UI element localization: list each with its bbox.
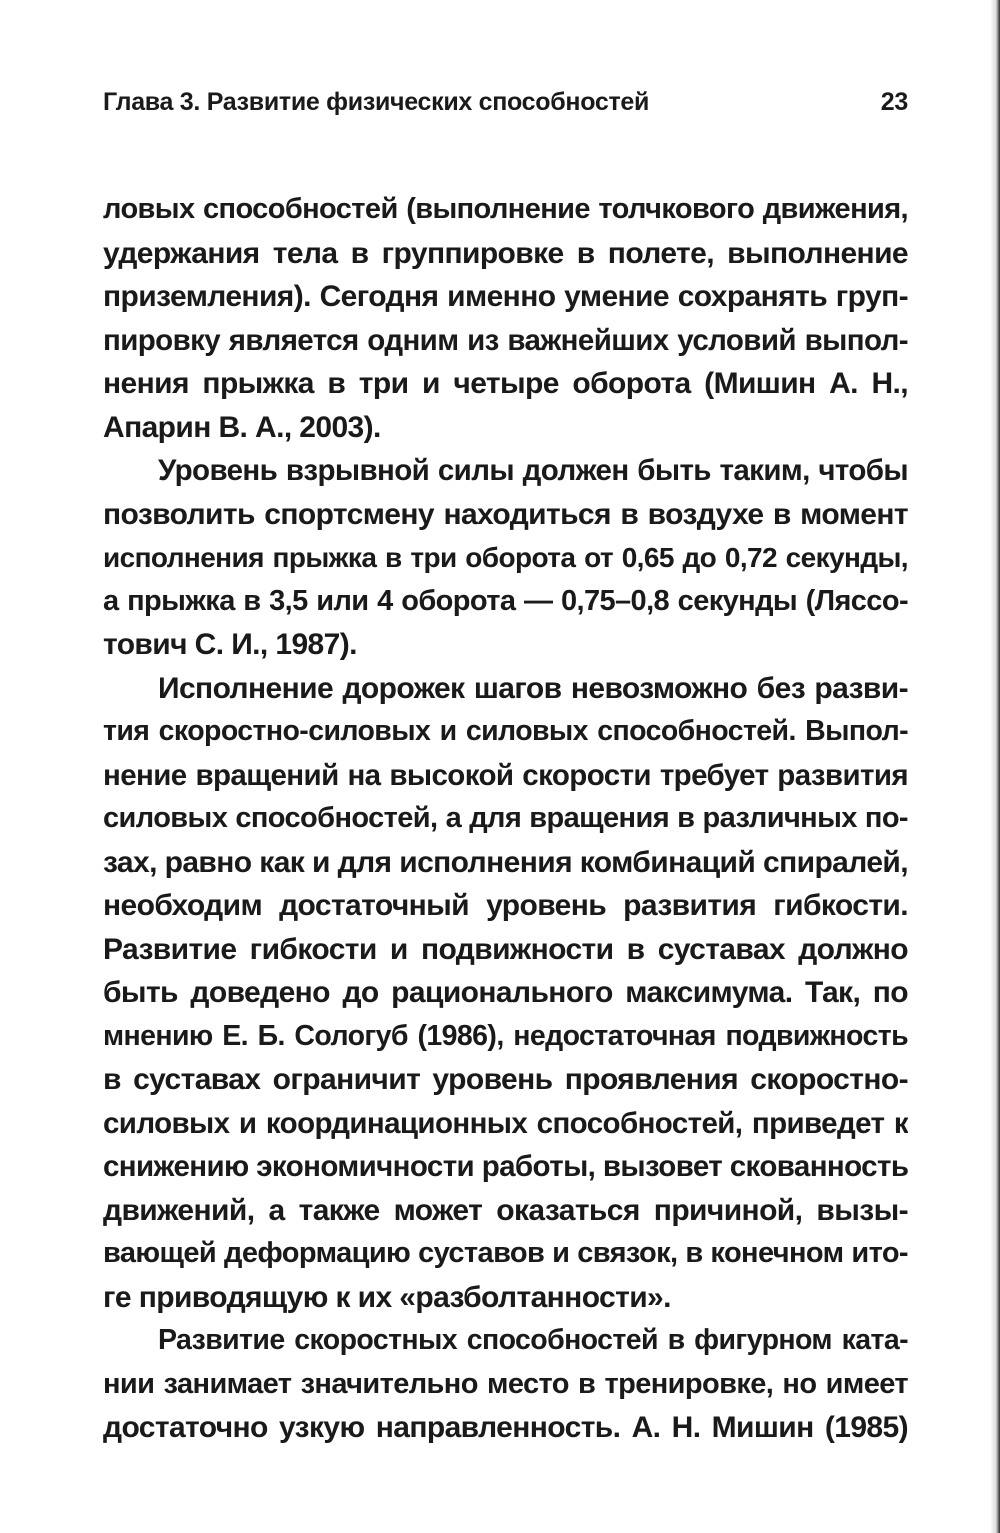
text-line: тович С. И., 1987). bbox=[103, 628, 357, 661]
paragraph bbox=[103, 449, 908, 667]
text-line: зах, равно как и для исполнения комбинаций спиралей, bbox=[103, 845, 908, 879]
text-line: нение вращений на высокой скорости требует развития bbox=[103, 758, 908, 792]
text-line: силовых способностей, а для вращения в различных по- bbox=[103, 802, 908, 834]
text-line: Уровень взрывной силы должен быть таким, чтобы bbox=[158, 454, 908, 487]
text-line: достаточно узкую направленность. А. Н. Мишин (1985) bbox=[103, 1411, 908, 1444]
text-line: а прыжка в 3,5 или 4 оборота — 0,75–0,8 секунды (Ляссо- bbox=[103, 584, 908, 617]
body-text bbox=[103, 188, 908, 1450]
text-line: силовых и координационных способностей, приведет к bbox=[103, 1106, 908, 1140]
text-line: ге приводящую к их «разболтанности». bbox=[103, 1280, 671, 1314]
running-head bbox=[103, 82, 908, 122]
text-line: необходим достаточный уровень развития гибкости. bbox=[103, 889, 908, 922]
text-line: мнению Е. Б. Сологуб (1986), недостаточная подвижность bbox=[103, 1019, 908, 1052]
text-line: нии занимает значительно место в тренировке, но имеет bbox=[103, 1367, 908, 1400]
text-line: Развитие гибкости и подвижности в суставах должно bbox=[103, 932, 908, 966]
text-line: в суставах ограничит уровень проявления скоростно- bbox=[103, 1063, 908, 1096]
text-line: ловых способностей (выполнение толчкового движения, bbox=[103, 193, 908, 225]
text-line: приземления). Сегодня именно умение сохранять груп- bbox=[103, 280, 908, 313]
text-line: нения прыжка в три и четыре оборота (Мишин А. Н., bbox=[103, 367, 908, 400]
text-line: пировку является одним из важнейших условий выпол- bbox=[103, 323, 908, 357]
text-line: Развитие скоростных способностей в фигурном ката- bbox=[158, 1324, 908, 1356]
text-line: исполнения прыжка в три оборота от 0,65 до 0,72 секунды, bbox=[103, 542, 908, 573]
text-line: Апарин В. А., 2003). bbox=[103, 410, 381, 444]
text-line: тия скоростно-силовых и силовых способностей. Выпол- bbox=[103, 715, 908, 747]
paragraph bbox=[103, 1319, 908, 1450]
paragraph bbox=[103, 667, 908, 1320]
chapter-title: Глава 3. Развитие физических способностей bbox=[103, 87, 650, 116]
page-number: 23 bbox=[880, 87, 908, 116]
text-line: удержания тела в группировке в полете, выполнение bbox=[103, 236, 908, 270]
text-line: вающей деформацию суставов и связок, в конечном ито- bbox=[103, 1237, 908, 1269]
page-edge-shadow bbox=[990, 0, 1000, 1533]
paragraph bbox=[103, 188, 908, 449]
text-line: позволить спортсмену находиться в воздухе в момент bbox=[103, 497, 908, 531]
text-line: Исполнение дорожек шагов невозможно без разви- bbox=[158, 671, 908, 705]
text-line: движений, а также может оказаться причиной, вызы- bbox=[103, 1193, 908, 1227]
text-line: быть доведено до рационального максимума. Так, по bbox=[103, 976, 908, 1009]
text-line: снижению экономичности работы, вызовет скованность bbox=[103, 1150, 908, 1183]
